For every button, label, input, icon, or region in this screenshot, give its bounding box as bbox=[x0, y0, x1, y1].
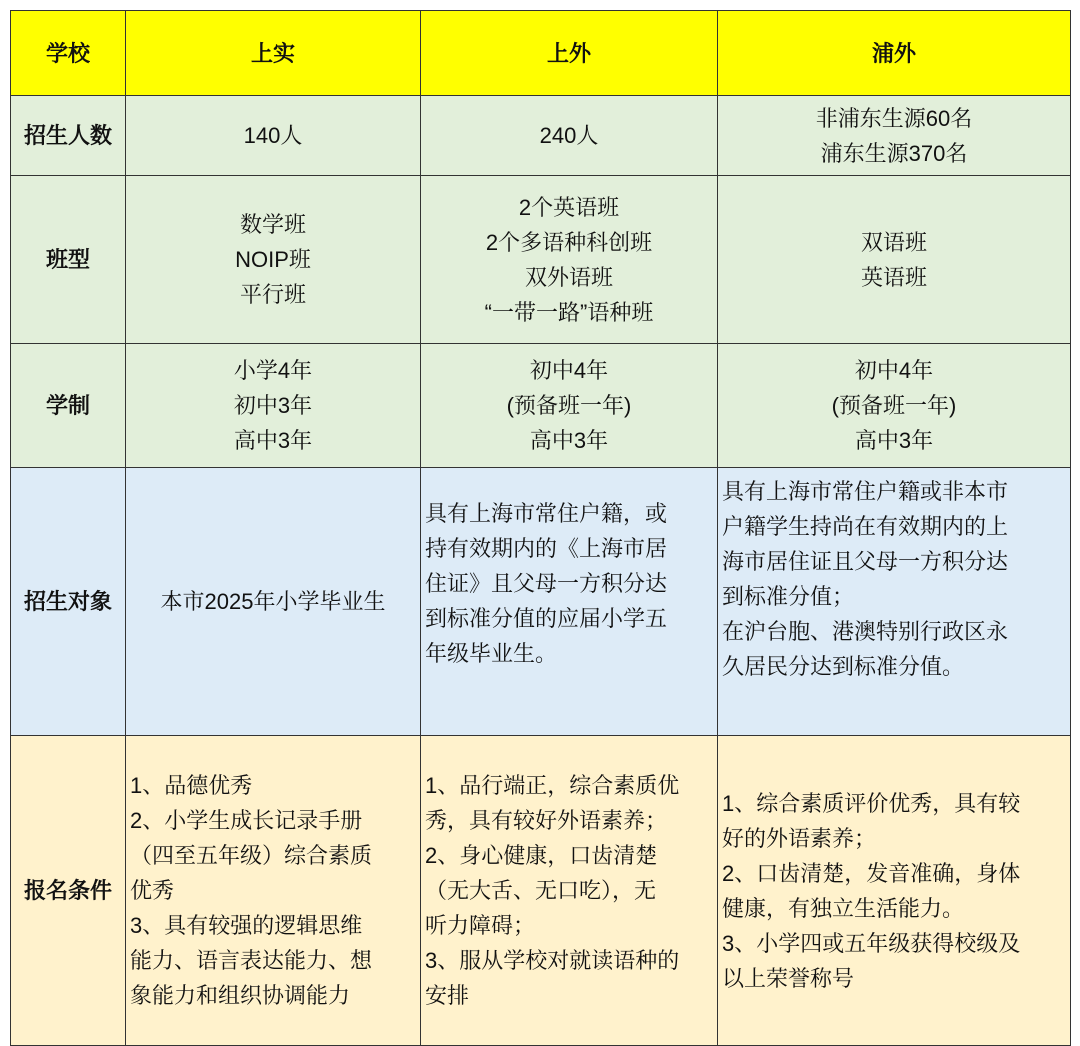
cell-line: NOIP班 bbox=[235, 247, 311, 272]
cell bbox=[126, 468, 421, 736]
cell-line: 到标准分值的应届小学五 bbox=[425, 606, 668, 631]
cell-line: 到标准分值； bbox=[722, 584, 855, 609]
cell-line: 2、小学生成长记录手册 bbox=[130, 808, 363, 833]
header-shangwai: 上外 bbox=[421, 11, 718, 96]
cell-line: 3、小学四或五年级获得校级及 bbox=[722, 930, 1021, 956]
cell-line: 英语班 bbox=[860, 264, 927, 290]
cell-line: 初中4年 bbox=[854, 358, 934, 383]
cell bbox=[421, 344, 718, 468]
row-label: 报名条件 bbox=[11, 736, 126, 1046]
cell-line: （四至五年级）综合素质 bbox=[130, 843, 373, 868]
cell-line: 双外语班 bbox=[524, 264, 613, 290]
cell-line: 初中3年 bbox=[233, 393, 313, 418]
cell-line: 平行班 bbox=[239, 282, 306, 307]
cell bbox=[718, 96, 1071, 176]
cell bbox=[126, 96, 421, 176]
cell-line: 2个英语班 bbox=[518, 194, 620, 220]
cell-line: 3、服从学校对就读语种的 bbox=[425, 948, 680, 973]
cell-line: 住证》且父母一方积分达 bbox=[425, 571, 668, 596]
cell-line: 3、具有较强的逻辑思维 bbox=[130, 913, 363, 938]
cell bbox=[126, 176, 421, 344]
table-row bbox=[11, 96, 1071, 176]
header-row bbox=[11, 11, 1071, 96]
cell-line: 高中3年 bbox=[233, 428, 313, 453]
cell-line: 浦东生源370名 bbox=[820, 140, 968, 166]
row-label: 招生对象 bbox=[11, 468, 126, 736]
cell bbox=[126, 344, 421, 468]
cell bbox=[421, 468, 718, 736]
cell bbox=[421, 736, 718, 1046]
table-row bbox=[11, 344, 1071, 468]
cell-line: 双语班 bbox=[860, 229, 927, 255]
header-puwai: 浦外 bbox=[718, 11, 1071, 96]
row-label: 学制 bbox=[11, 344, 126, 468]
cell bbox=[718, 468, 1071, 736]
cell-line: 年级毕业生。 bbox=[425, 641, 558, 666]
cell-line: 2个多语种科创班 bbox=[485, 229, 653, 255]
cell-line: （无大舌、无口吃），无 bbox=[425, 878, 657, 903]
cell-line: (预备班一年) bbox=[831, 393, 957, 418]
row-label: 招生人数 bbox=[11, 96, 126, 176]
cell bbox=[718, 736, 1071, 1046]
cell-line: 具有上海市常住户籍或非本市 bbox=[722, 479, 1009, 504]
header-school: 学校 bbox=[11, 11, 126, 96]
cell bbox=[421, 96, 718, 176]
cell-line: 高中3年 bbox=[854, 428, 934, 453]
cell-line: 2、口齿清楚，发音准确，身体 bbox=[722, 860, 1021, 886]
cell-line: 安排 bbox=[425, 983, 470, 1008]
cell-line: “一带一路”语种班 bbox=[484, 299, 654, 325]
school-comparison-table bbox=[10, 10, 1071, 1046]
cell-line: 优秀 bbox=[130, 878, 175, 903]
cell-line: 象能力和组织协调能力 bbox=[130, 983, 351, 1008]
header-shangshi: 上实 bbox=[126, 11, 421, 96]
cell-line: 久居民分达到标准分值。 bbox=[722, 654, 965, 679]
cell-line: 本市2025年小学毕业生 bbox=[160, 589, 386, 614]
cell bbox=[421, 176, 718, 344]
cell-line: 高中3年 bbox=[529, 428, 609, 453]
cell-line: 140人 bbox=[243, 123, 303, 148]
cell-line: 以上荣誉称号 bbox=[722, 965, 855, 991]
cell-line: 1、品行端正，综合素质优 bbox=[425, 773, 680, 798]
cell-line: 初中4年 bbox=[529, 358, 609, 383]
cell-line: 240人 bbox=[539, 123, 599, 148]
cell-line: 非浦东生源60名 bbox=[815, 105, 973, 131]
cell bbox=[718, 176, 1071, 344]
cell-line: 户籍学生持尚在有效期内的上 bbox=[722, 514, 1009, 539]
cell-line: 健康，有独立生活能力。 bbox=[722, 895, 965, 921]
cell-line: 能力、语言表达能力、想 bbox=[130, 948, 373, 973]
cell-line: 海市居住证且父母一方积分达 bbox=[722, 549, 1009, 574]
cell bbox=[126, 736, 421, 1046]
cell-line: 1、综合素质评价优秀，具有较 bbox=[722, 790, 1021, 816]
cell-line: 秀，具有较好外语素养； bbox=[425, 808, 668, 833]
table-row bbox=[11, 176, 1071, 344]
cell-line: 好的外语素养； bbox=[722, 825, 877, 851]
row-label: 班型 bbox=[11, 176, 126, 344]
cell-line: (预备班一年) bbox=[506, 393, 632, 418]
cell bbox=[718, 344, 1071, 468]
cell-line: 1、品德优秀 bbox=[130, 773, 253, 798]
cell-line: 在沪台胞、港澳特别行政区永 bbox=[722, 619, 1009, 644]
cell-line: 小学4年 bbox=[233, 358, 313, 383]
cell-line: 听力障碍； bbox=[425, 913, 536, 938]
table-row bbox=[11, 468, 1071, 736]
cell-line: 持有效期内的《上海市居 bbox=[425, 536, 668, 561]
cell-line: 数学班 bbox=[239, 212, 306, 237]
cell-line: 具有上海市常住户籍，或 bbox=[425, 501, 668, 526]
table-row bbox=[11, 736, 1071, 1046]
cell-line: 2、身心健康，口齿清楚 bbox=[425, 843, 658, 868]
